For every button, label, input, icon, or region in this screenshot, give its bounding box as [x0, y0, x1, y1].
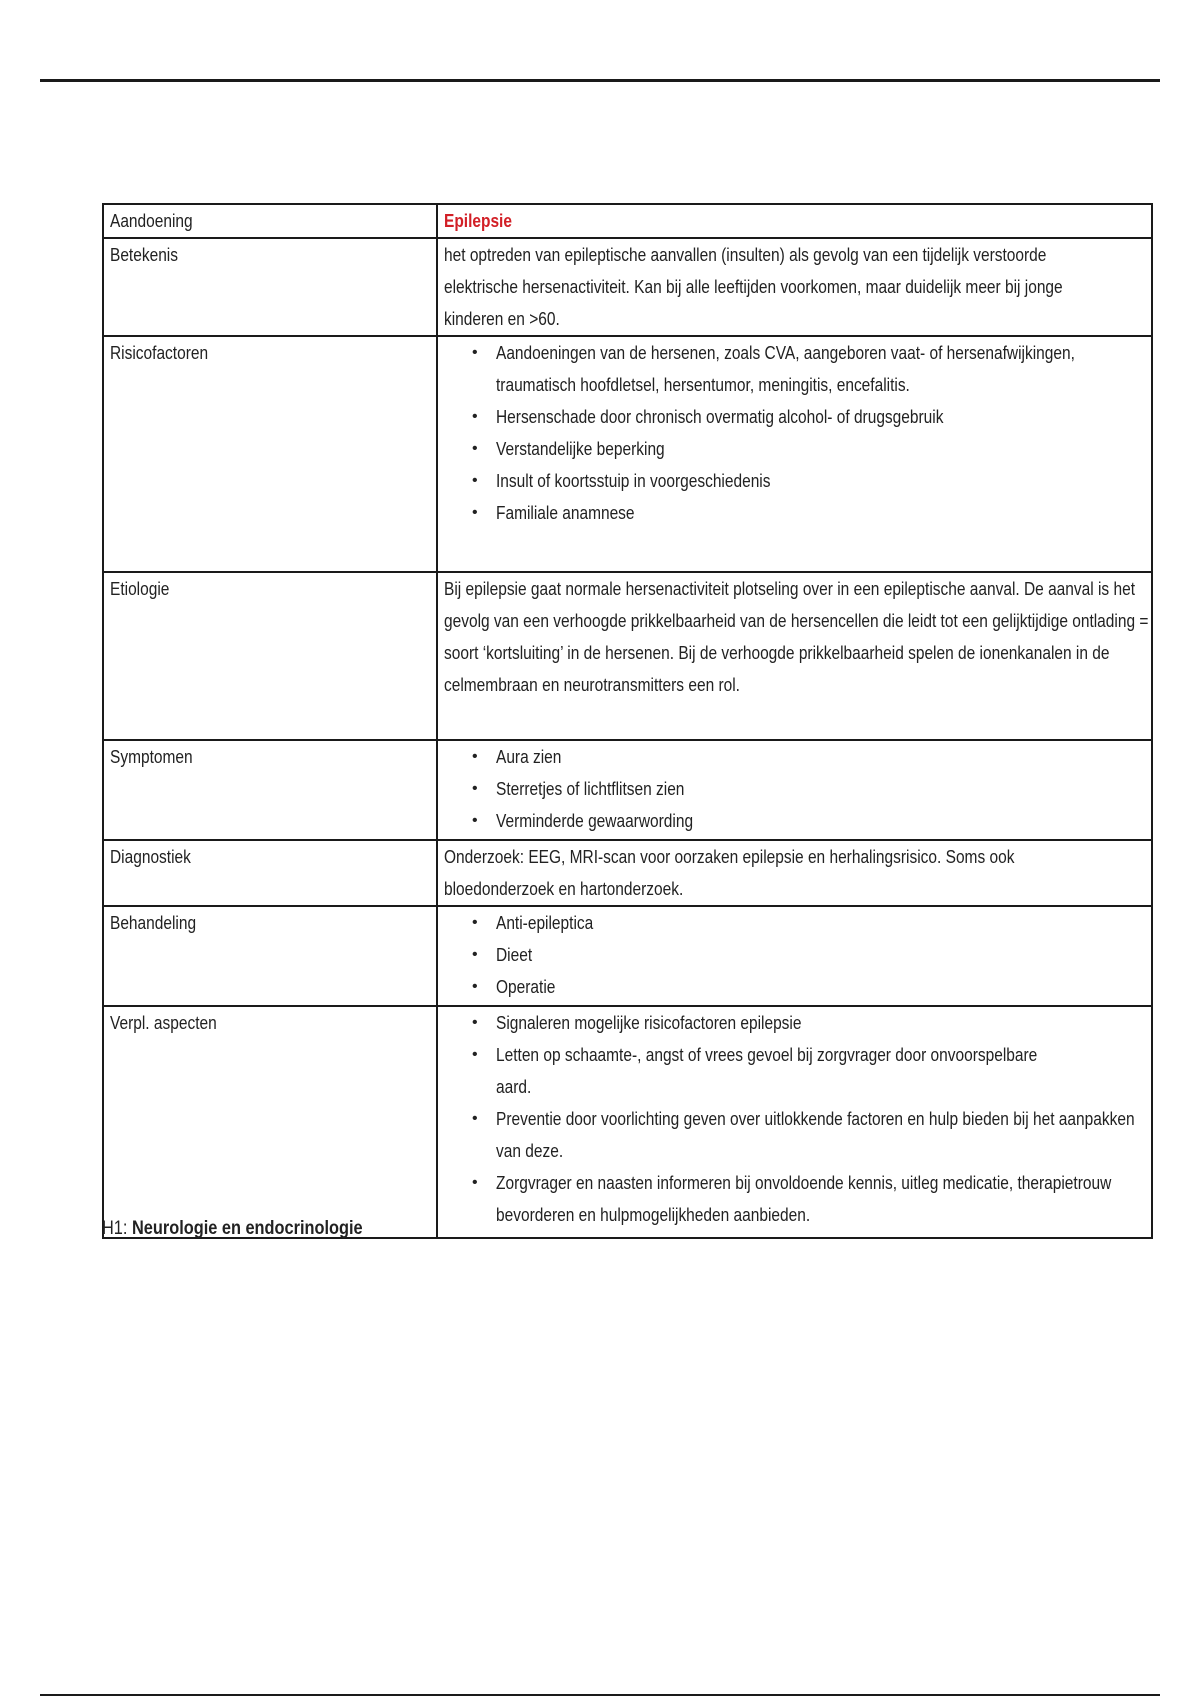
chapter-footer	[102, 1215, 405, 1243]
list-item: • Hersenschade door chronisch overmatig alcohol- of drugsgebruik	[496, 401, 1145, 433]
table-row	[103, 740, 1152, 840]
list-item: • Zorgvrager en naasten informeren bij onvoldoende kennis, uitleg medicatie, therapietrouw bevorderen en hulpmogelijkheden aanbieden.	[496, 1167, 1145, 1231]
list-item: • Letten op schaamte-, angst of vrees gevoel bij zorgvrager door onvoorspelbare aard.	[496, 1039, 1145, 1103]
row-label: Diagnostiek	[103, 840, 437, 906]
list-item: • Operatie	[496, 971, 1145, 1003]
row-label: Symptomen	[103, 740, 437, 840]
row-label: Betekenis	[103, 238, 437, 336]
list-item: • Aandoeningen van de hersenen, zoals CVA, aangeboren vaat- of hersenafwijkingen, traumatisch hoofdletsel, hersentumor, meningitis, encefalitis.	[496, 337, 1145, 401]
list-item: • Sterretjes of lichtflitsen zien	[496, 773, 1145, 805]
row-label: Behandeling	[103, 906, 437, 1006]
symptom-list	[444, 741, 1145, 837]
row-label: Etiologie	[103, 572, 437, 740]
footer-rule	[40, 1694, 1160, 1696]
row-value: Bij epilepsie gaat normale hersenactiviteit plotseling over in een epileptische aanval. De aanval is het gevolg van een verhoogde prikkelbaarheid van de hersencellen die leidt tot een gelijktijdige ontlading = soort ‘kortsluiting’ in de hersenen. Bij de verhoogde prikkelbaarheid spelen de ionenkanalen in de celmembraan en neurotransmitters een rol.	[437, 572, 1152, 740]
list-item: • Dieet	[496, 939, 1145, 971]
row-label: Verpl. aspecten	[103, 1006, 437, 1238]
row-label: Aandoening	[103, 204, 437, 238]
treatment-list	[444, 907, 1145, 1003]
row-value: Onderzoek: EEG, MRI-scan voor oorzaken epilepsie en herhalingsrisico. Soms ook bloedonderzoek en hartonderzoek.	[437, 840, 1152, 906]
list-item: • Verminderde gewaarwording	[496, 805, 1145, 837]
table-row	[103, 840, 1152, 906]
row-value	[437, 1006, 1152, 1238]
list-item: • Preventie door voorlichting geven over uitlokkende factoren en hulp bieden bij het aanpakken van deze.	[496, 1103, 1145, 1167]
list-item: • Verstandelijke beperking	[496, 433, 1145, 465]
chapter-prefix: H1:	[102, 1218, 132, 1239]
risk-factor-list	[444, 337, 1145, 529]
list-item: • Familiale anamnese	[496, 497, 1145, 529]
row-label: Risicofactoren	[103, 336, 437, 572]
list-item: • Insult of koortsstuip in voorgeschiedenis	[496, 465, 1145, 497]
table-row	[103, 336, 1152, 572]
row-value: het optreden van epileptische aanvallen (insulten) als gevolg van een tijdelijk verstoorde elektrische hersenactiviteit. Kan bij alle leeftijden voorkomen, maar duidelijk meer bij jonge kinderen en >60.	[437, 238, 1152, 336]
table-row	[103, 572, 1152, 740]
table-row	[103, 204, 1152, 238]
list-item: • Signaleren mogelijke risicofactoren epilepsie	[496, 1007, 1145, 1039]
list-item: • Anti-epileptica	[496, 907, 1145, 939]
table-row	[103, 906, 1152, 1006]
row-value	[437, 336, 1152, 572]
chapter-title: Neurologie en endocrinologie	[131, 1218, 363, 1239]
table-row	[103, 1006, 1152, 1238]
condition-name: Epilepsie	[444, 211, 512, 231]
list-item: • Aura zien	[496, 741, 1145, 773]
condition-table	[102, 203, 1153, 1239]
table-row	[103, 238, 1152, 336]
row-value	[437, 740, 1152, 840]
nursing-aspects-list	[444, 1007, 1145, 1231]
row-value	[437, 906, 1152, 1006]
row-value	[437, 204, 1152, 238]
header-rule	[40, 79, 1160, 82]
